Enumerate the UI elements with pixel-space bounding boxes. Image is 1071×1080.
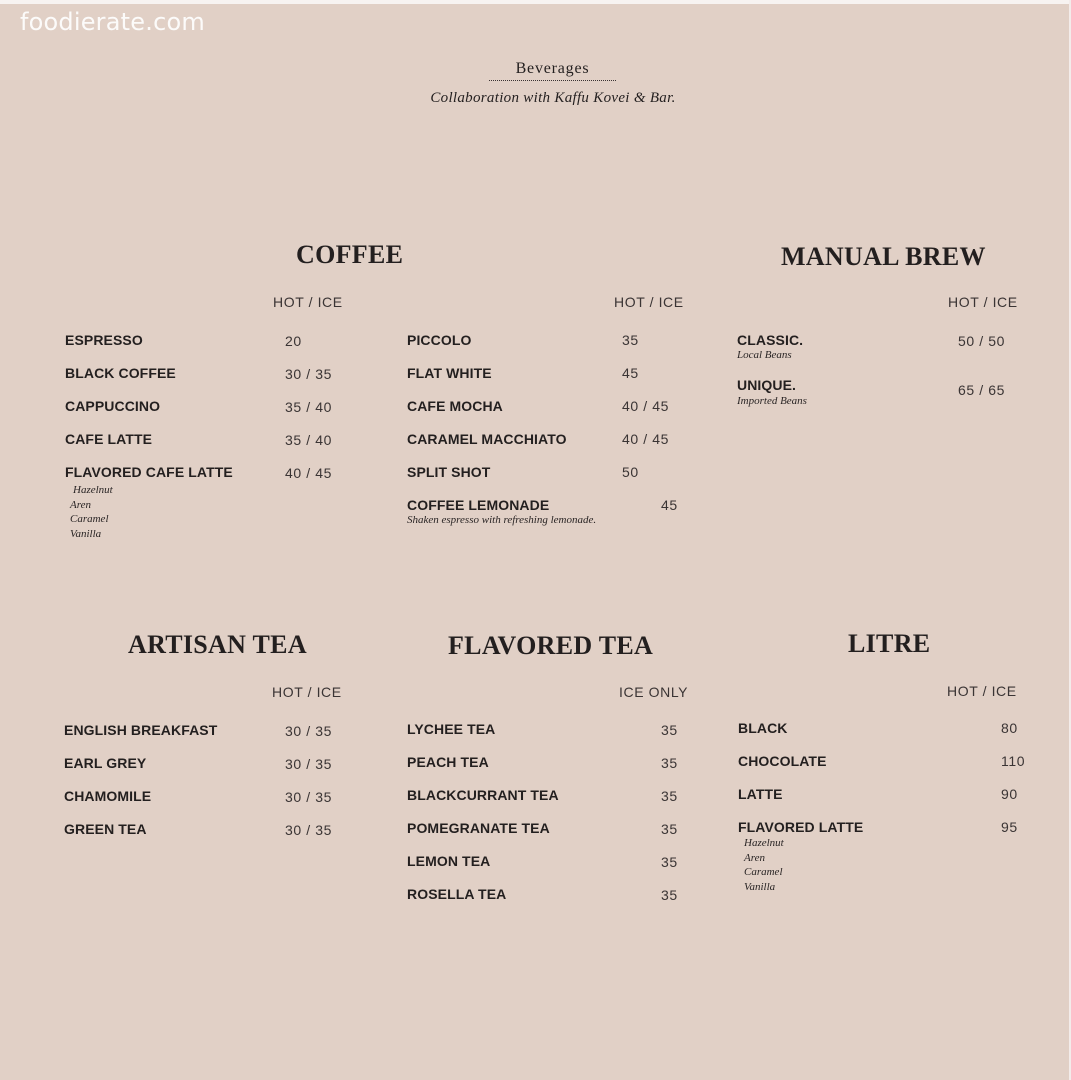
menu-item-name: GREEN TEA — [64, 821, 147, 837]
menu-item-description: Shaken espresso with refreshing lemonade. — [407, 514, 597, 526]
menu-item-price: 40 / 45 — [622, 431, 670, 447]
menu-item-price: 35 — [661, 755, 678, 771]
menu-item-price: 110 — [1001, 753, 1026, 769]
flavor-options — [744, 836, 784, 895]
page-title: Beverages — [489, 60, 616, 81]
page-subtitle: Collaboration with Kaffu Kovei & Bar. — [430, 90, 676, 106]
menu-item-name: ESPRESSO — [65, 332, 143, 348]
menu-item-name: BLACK — [738, 720, 788, 736]
menu-item-price: 50 — [622, 464, 639, 480]
menu-item-name: CLASSIC. — [737, 332, 804, 348]
menu-item-name: COFFEE LEMONADE — [407, 497, 550, 513]
menu-item-name: ENGLISH BREAKFAST — [64, 722, 218, 738]
flavor-option: Hazelnut — [744, 837, 784, 849]
menu-item-price: 50 / 50 — [958, 333, 1006, 349]
menu-item-name: CAFE LATTE — [65, 431, 153, 447]
litre-column-header: HOT / ICE — [947, 683, 1017, 699]
menu-item-price: 65 / 65 — [958, 382, 1006, 398]
menu-item-name: SPLIT SHOT — [407, 464, 491, 480]
menu-item-price: 35 — [661, 887, 678, 903]
menu-item-price: 40 / 45 — [622, 398, 670, 414]
top-border — [0, 0, 1071, 4]
menu-item-description: Local Beans — [737, 349, 792, 361]
watermark: foodierate.com — [20, 8, 205, 36]
menu-item-name: FLAVORED CAFE LATTE — [65, 464, 233, 480]
flavor-options — [70, 483, 113, 542]
menu-item-name: LATTE — [738, 786, 783, 802]
coffee-column-header: HOT / ICE — [614, 294, 684, 310]
menu-item-name: BLACK COFFEE — [65, 365, 176, 381]
flavor-option: Vanilla — [744, 881, 776, 894]
menu-item-price: 35 — [661, 788, 678, 804]
menu-item-price: 30 / 35 — [285, 822, 333, 838]
menu-item-price: 35 — [661, 854, 678, 870]
menu-item-price: 45 — [661, 497, 678, 513]
flavor-option: Aren — [744, 851, 765, 864]
menu-item-name: EARL GREY — [64, 755, 147, 771]
menu-item-price: 35 — [661, 722, 678, 738]
flavor-option: Caramel — [70, 513, 109, 526]
menu-item-name: CHOCOLATE — [738, 753, 827, 769]
artisan-tea-column-header: HOT / ICE — [272, 684, 342, 700]
menu-item-name: CARAMEL MACCHIATO — [407, 431, 567, 447]
menu-item-name: BLACKCURRANT TEA — [407, 787, 559, 803]
menu-item-price: 35 — [622, 332, 639, 348]
menu-item-name: ROSELLA TEA — [407, 886, 507, 902]
litre-section-title: LITRE — [848, 629, 931, 658]
menu-item-price: 45 — [622, 365, 639, 381]
menu-item-name: POMEGRANATE TEA — [407, 820, 550, 836]
menu-item-price: 80 — [1001, 720, 1018, 736]
menu-item-price: 95 — [1001, 819, 1018, 835]
menu-item-price: 40 / 45 — [285, 465, 333, 481]
menu-item-price: 30 / 35 — [285, 756, 333, 772]
coffee-column-header: HOT / ICE — [273, 294, 343, 310]
manual-brew-column-header: HOT / ICE — [948, 294, 1018, 310]
menu-item-price: 90 — [1001, 786, 1018, 802]
menu-item-name: LEMON TEA — [407, 853, 491, 869]
menu-item-name: UNIQUE. — [737, 377, 797, 393]
flavor-option: Vanilla — [70, 528, 102, 541]
menu-item-name: FLAVORED LATTE — [738, 819, 864, 835]
flavor-option: Caramel — [744, 866, 783, 879]
menu-item-description: Imported Beans — [737, 395, 807, 407]
coffee-section-title: COFFEE — [296, 240, 404, 269]
menu-item-price: 35 / 40 — [285, 432, 333, 448]
menu-item-price: 30 / 35 — [285, 723, 333, 739]
menu-item-price: 30 / 35 — [285, 366, 333, 382]
flavored-tea-column-header: ICE ONLY — [619, 684, 689, 700]
artisan-tea-section-title: ARTISAN TEA — [128, 630, 307, 659]
flavor-option: Aren — [70, 498, 91, 511]
menu-item-price: 35 — [661, 821, 678, 837]
menu-item-name: PICCOLO — [407, 332, 472, 348]
menu-item-price: 30 / 35 — [285, 789, 333, 805]
menu-item-name: CAFE MOCHA — [407, 398, 503, 414]
flavored-tea-section-title: FLAVORED TEA — [448, 631, 654, 660]
menu-item-name: FLAT WHITE — [407, 365, 492, 381]
menu-item-name: LYCHEE TEA — [407, 721, 496, 737]
menu-item-price: 35 / 40 — [285, 399, 333, 415]
menu-item-name: CAPPUCCINO — [65, 398, 161, 414]
menu-item-price: 20 — [285, 333, 302, 349]
manual-brew-section-title: MANUAL BREW — [781, 242, 986, 271]
menu-item-name: CHAMOMILE — [64, 788, 152, 804]
flavor-option: Hazelnut — [73, 484, 113, 496]
menu-item-name: PEACH TEA — [407, 754, 489, 770]
